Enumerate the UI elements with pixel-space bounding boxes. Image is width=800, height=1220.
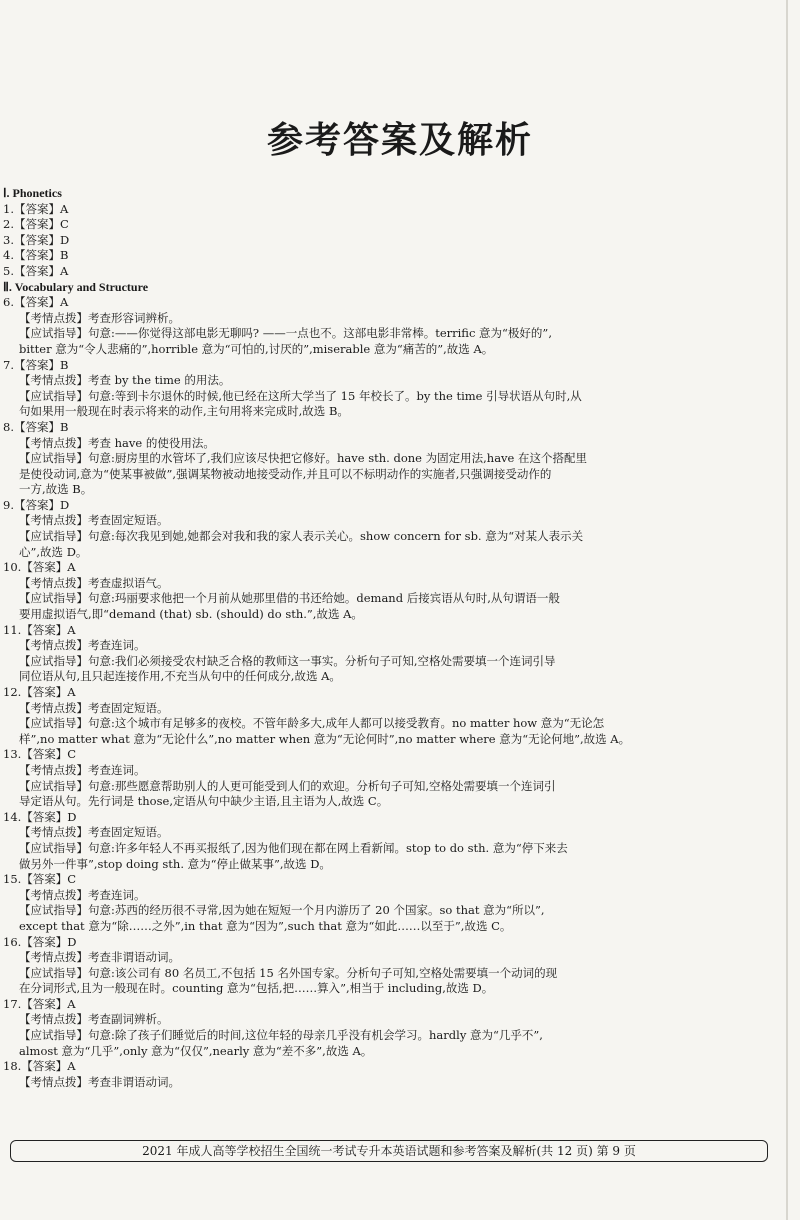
page-title: 参考答案及解析 xyxy=(266,120,533,161)
text-line: 4.【答案】B xyxy=(3,248,69,263)
page-footer: 2021 年成人高等学校招生全国统一考试专升本英语试题和参考答案及解析(共 12 页) 第 9 页 xyxy=(10,1140,768,1162)
text-line: 【考情点拨】考查虚拟语气。 xyxy=(19,575,169,590)
text-line: 样”,no matter what 意为“无论什么”,no matter when 意为“无论何时”,no matter where 意为“无论何地”,故选 A。 xyxy=(19,731,631,746)
text-line: 【应试指导】句意:玛丽要求他把一个月前从她那里借的书还给她。demand 后接宾语从句时,从句谓语一般 xyxy=(19,591,560,606)
text-line: 【考情点拨】考查连词。 xyxy=(19,887,146,902)
text-line: 同位语从句,且只起连接作用,不充当从句中的任何成分,故选 A。 xyxy=(19,669,341,684)
text-line: 【应试指导】句意:除了孩子们睡觉后的时间,这位年轻的母亲几乎没有机会学习。hardly 意为“几乎不”, xyxy=(19,1028,543,1043)
text-line: 【考情点拨】考查连词。 xyxy=(19,762,146,777)
text-line: 10.【答案】A xyxy=(3,560,76,575)
text-line: 9.【答案】D xyxy=(3,497,70,512)
text-line: Ⅰ. Phonetics xyxy=(3,186,62,200)
text-line: 【考情点拨】考查 by the time 的用法。 xyxy=(19,373,231,388)
scan-edge xyxy=(786,0,788,1220)
text-line: 【考情点拨】考查副词辨析。 xyxy=(19,1012,169,1027)
text-line: 导定语从句。先行词是 those,定语从句中缺少主语,且主语为人,故选 C。 xyxy=(19,794,389,809)
text-line: 【应试指导】句意:等到卡尔退休的时候,他已经在这所大学当了 15 年校长了。by the time 引导状语从句时,从 xyxy=(19,388,582,403)
text-line: 【考情点拨】考查固定短语。 xyxy=(19,513,169,528)
text-line: 要用虚拟语气,即“demand (that) sb. (should) do sth.”,故选 A。 xyxy=(19,607,363,622)
text-line: Ⅱ. Vocabulary and Structure xyxy=(3,279,149,294)
text-line: 【考情点拨】考查固定短语。 xyxy=(19,825,169,840)
text-line: 一方,故选 B。 xyxy=(19,482,93,497)
text-line: 14.【答案】D xyxy=(3,809,77,824)
text-line: 【应试指导】句意:厨房里的水管坏了,我们应该尽快把它修好。have sth. done 为固定用法,have 在这个搭配里 xyxy=(19,451,588,466)
text-line: 12.【答案】A xyxy=(3,685,76,699)
text-line: 【考情点拨】考查形容词辨析。 xyxy=(19,310,180,325)
text-line: 6.【答案】A xyxy=(3,295,69,310)
text-line: 【考情点拨】考查固定短语。 xyxy=(19,700,169,715)
text-line: 2.【答案】C xyxy=(3,217,69,232)
text-line: 【应试指导】句意:每次我见到她,她都会对我和我的家人表示关心。show concern for sb. 意为“对某人表示关 xyxy=(19,529,584,544)
text-line: 【应试指导】句意:许多年轻人不再买报纸了,因为他们现在都在网上看新闻。stop to do sth. 意为“停下来去 xyxy=(19,840,568,855)
text-line: 16.【答案】D xyxy=(3,934,77,949)
text-line: 3.【答案】D xyxy=(3,232,70,247)
text-line: 【考情点拨】考查非谓语动词。 xyxy=(19,1074,180,1089)
text-line: 【应试指导】句意:那些愿意帮助别人的人更可能受到人们的欢迎。分析句子可知,空格处需要填一个连词引 xyxy=(19,778,556,793)
text-line: 13.【答案】C xyxy=(3,747,77,762)
text-line: 【考情点拨】考查 have 的使役用法。 xyxy=(19,435,215,450)
text-line: except that 意为“除……之外”,in that 意为“因为”,such that 意为“如此……以至于”,故选 C。 xyxy=(19,918,512,933)
text-line: 7.【答案】B xyxy=(3,357,69,372)
text-line: 【应试指导】句意:我们必须接受农村缺乏合格的教师这一事实。分析句子可知,空格处需要填一个连词引导 xyxy=(19,653,556,668)
text-line: 是使役动词,意为“使某事被做”,强调某物被动地接受动作,并且可以不标明动作的实施者,只强调接受动作的 xyxy=(19,466,552,481)
text-line: 【应试指导】句意:这个城市有足够多的夜校。不管年龄多大,成年人都可以接受教育。no matter how 意为“无论怎 xyxy=(19,716,605,731)
text-line: 18.【答案】A xyxy=(3,1059,76,1074)
text-line: 15.【答案】C xyxy=(3,872,77,887)
text-line: 8.【答案】B xyxy=(3,419,69,434)
answer-content xyxy=(3,186,723,1090)
text-line: 做另外一件事”,stop doing sth. 意为“停止做某事”,故选 D。 xyxy=(19,856,331,871)
text-line: 【应试指导】句意:该公司有 80 名员工,不包括 15 名外国专家。分析句子可知,空格处需要填一个动词的现 xyxy=(19,965,558,980)
text-line: 17.【答案】A xyxy=(3,996,76,1011)
text-line: almost 意为“几乎”,only 意为“仅仅”,nearly 意为“差不多”,故选 A。 xyxy=(19,1043,373,1058)
text-line: bitter 意为“令人悲痛的”,horrible 意为“可怕的,讨厌的”,miserable 意为“痛苦的”,故选 A。 xyxy=(19,341,494,356)
text-line: 11.【答案】A xyxy=(3,622,76,637)
text-line: 心”,故选 D。 xyxy=(19,544,88,559)
text-line: 【应试指导】句意:苏西的经历很不寻常,因为她在短短一个月内游历了 20 个国家。so that 意为“所以”, xyxy=(19,903,545,918)
text-line: 【应试指导】句意:——你觉得这部电影无聊吗? ——一点也不。这部电影非常棒。terrific 意为“极好的”, xyxy=(19,326,552,341)
text-line: 【考情点拨】考查连词。 xyxy=(19,638,146,653)
text-line: 句如果用一般现在时表示将来的动作,主句用将来完成时,故选 B。 xyxy=(19,404,349,419)
text-line: 在分词形式,且为一般现在时。counting 意为“包括,把……算入”,相当于 including,故选 D。 xyxy=(19,981,494,996)
text-line: 5.【答案】A xyxy=(3,263,69,278)
text-line: 1.【答案】A xyxy=(3,201,69,216)
text-line: 【考情点拨】考查非谓语动词。 xyxy=(19,950,180,965)
